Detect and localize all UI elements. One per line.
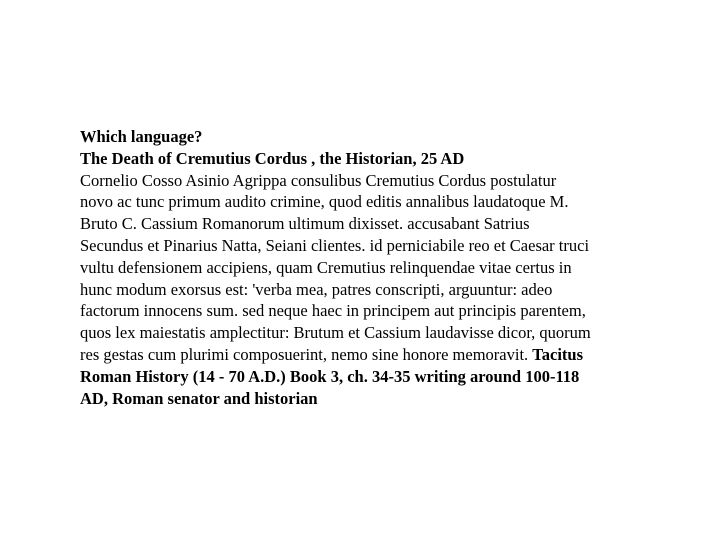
passage-final-line: [80, 344, 650, 366]
document-title: The Death of Cremutius Cordus , the Historian, 25 AD: [80, 148, 465, 168]
passage-line: factorum innocens sum. sed neque haec in principem aut principis parentem,: [80, 301, 586, 321]
question-heading: Which language?: [80, 127, 203, 146]
text-block: [80, 126, 650, 409]
passage-line: hunc modum exorsus est: 'verba mea, patres conscripti, arguuntur: adeo: [80, 279, 553, 299]
passage-line: vultu defensionem accipiens, quam Cremutius relinquendae vitae certus in: [80, 257, 572, 277]
passage-line: novo ac tunc primum audito crimine, quod editis annalibus laudatoque M.: [80, 192, 569, 212]
source-citation-line: Roman History (14 - 70 A.D.) Book 3, ch. 34-35 writing around 100-118: [80, 366, 580, 386]
passage-line: quos lex maiestatis amplectitur: Brutum et Cassium laudavisse dicor, quorum: [80, 323, 591, 343]
source-author: Tacitus: [532, 344, 584, 364]
passage-line: Bruto C. Cassium Romanorum ultimum dixisset. accusabant Satrius: [80, 214, 530, 234]
source-citation-line: AD, Roman senator and historian: [80, 388, 318, 408]
passage-line: Cornelio Cosso Asinio Agrippa consulibus Cremutius Cordus postulatur: [80, 170, 557, 190]
passage-line: Secundus et Pinarius Natta, Seiani clientes. id perniciabile reo et Caesar truci: [80, 235, 590, 255]
passage-line-end: res gestas cum plurimi composuerint, nemo sine honore memoravit.: [80, 344, 533, 364]
